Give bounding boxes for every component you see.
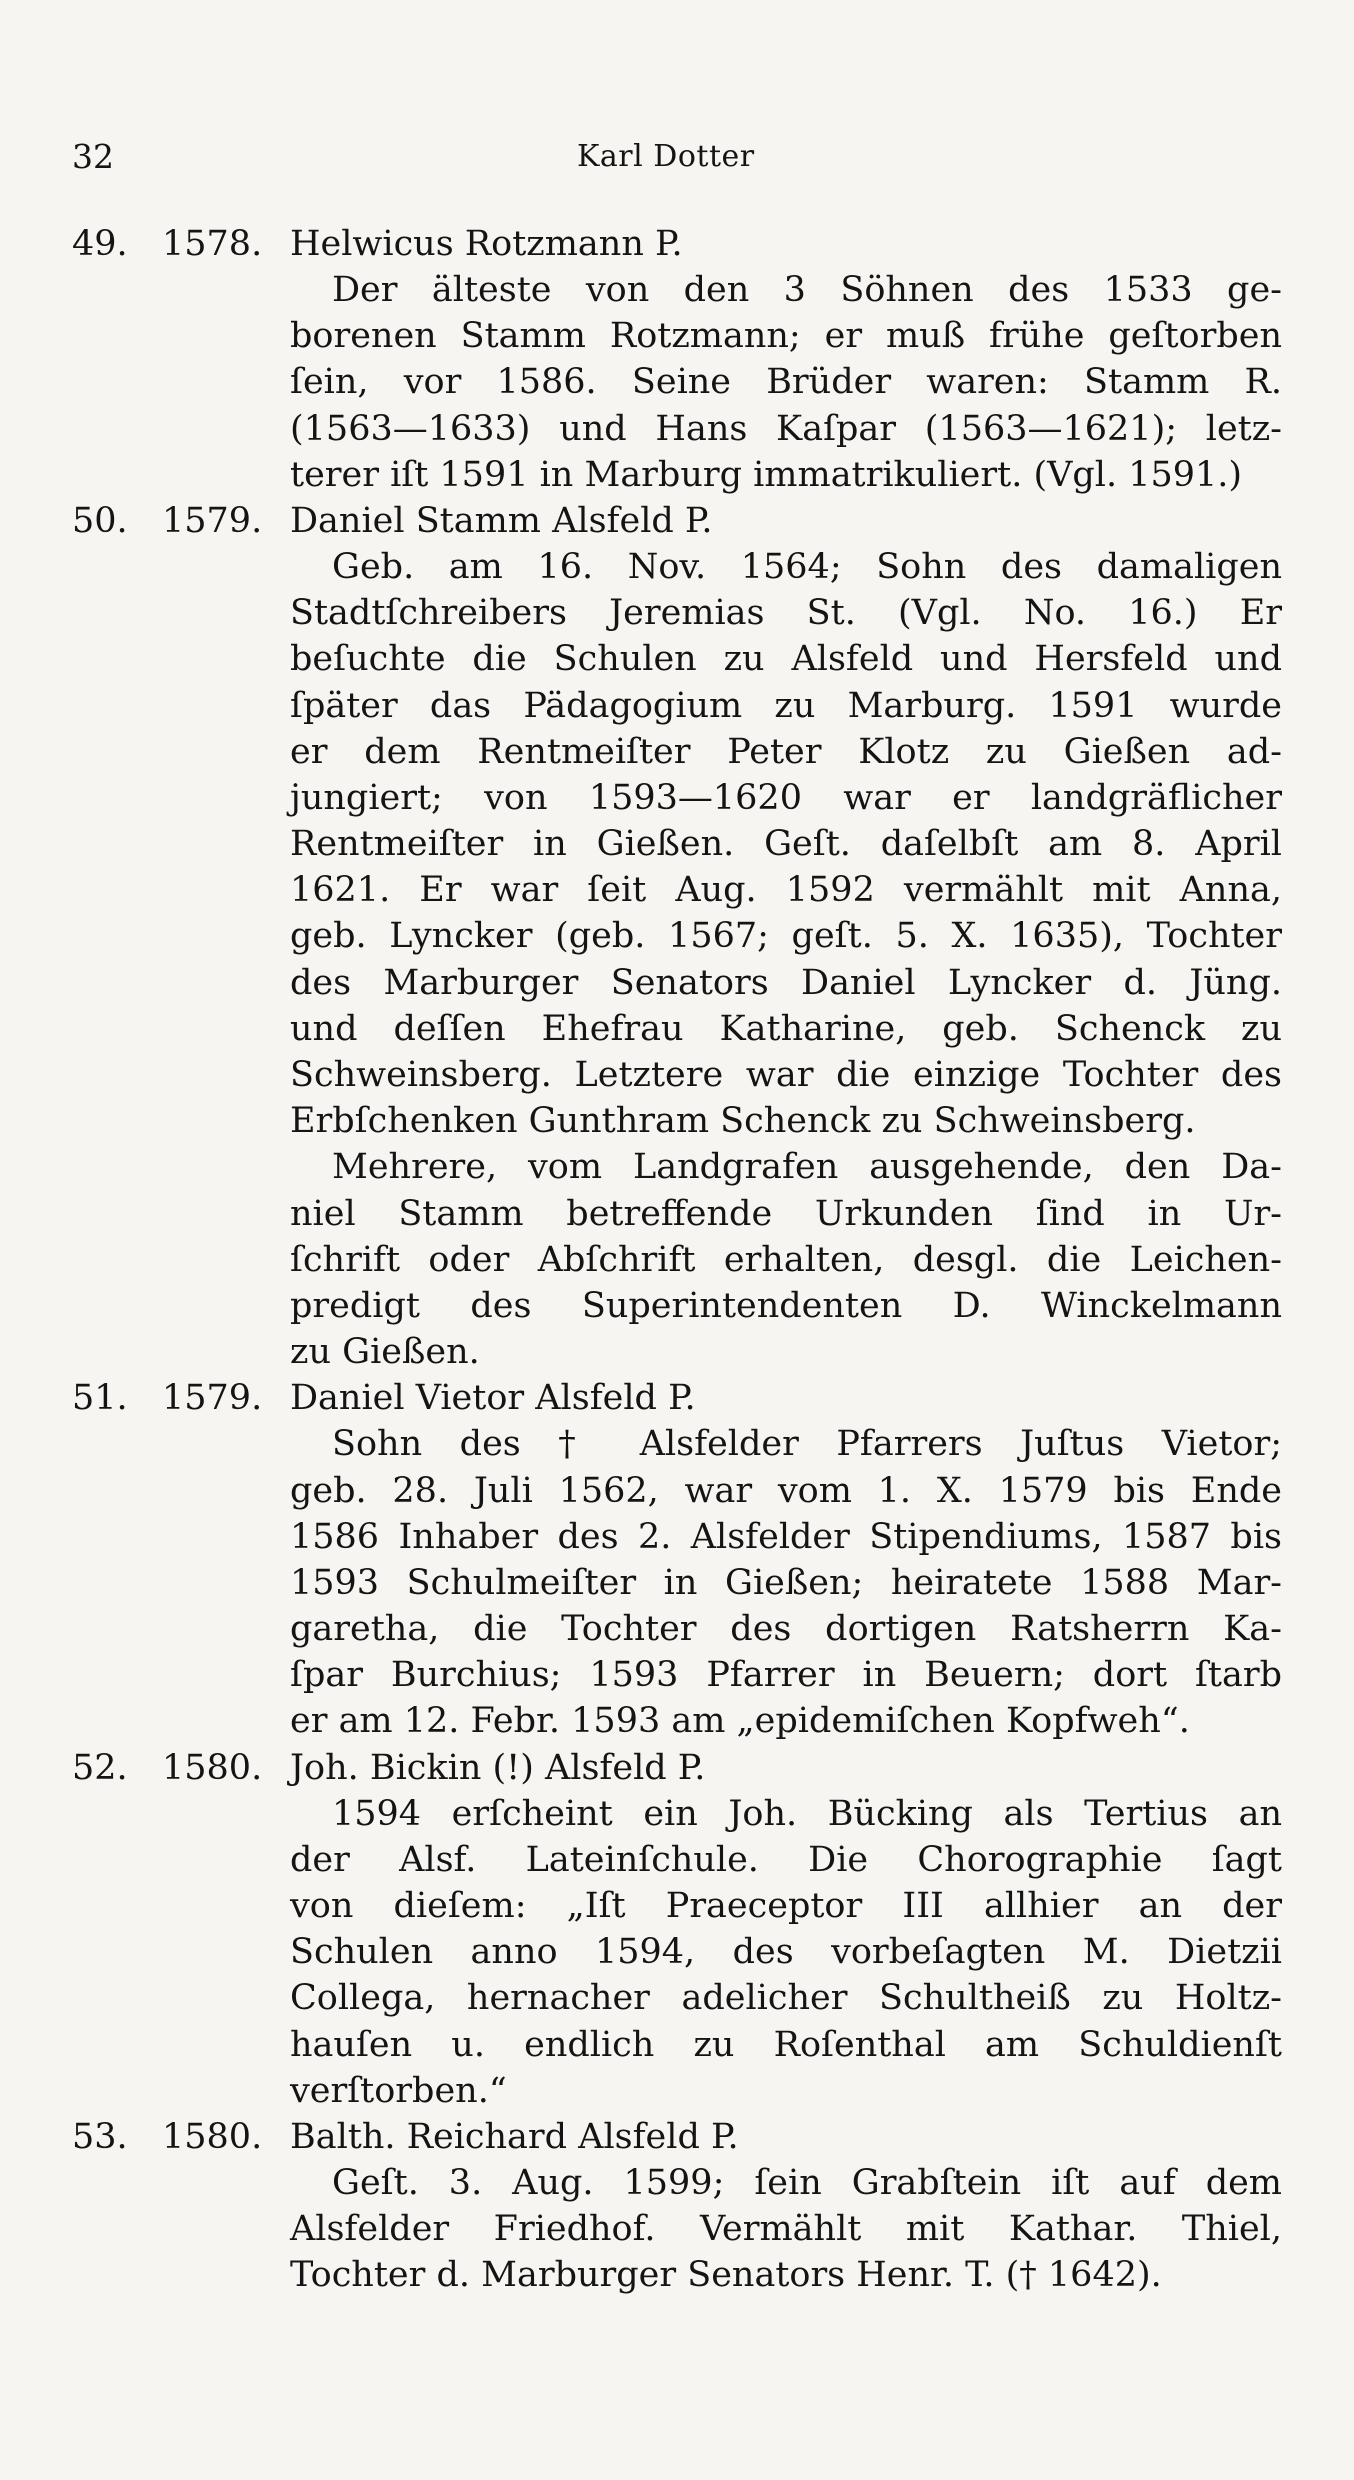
entry-heading bbox=[72, 221, 1282, 267]
entry-text-line: verſtorben.“ bbox=[290, 2070, 507, 2111]
entry-text-line: terer iſt 1591 in Marburg immatrikuliert. (Vgl. 1591.) bbox=[290, 454, 1243, 495]
entry-text-line: 1586 Inhaber des 2. Alsfelder Stipendiums, 1587 bis bbox=[290, 1516, 1282, 1557]
entry-text-line: er am 12. Febr. 1593 am „epidemiſchen Kopfweh“. bbox=[290, 1701, 1190, 1742]
entry bbox=[72, 498, 1282, 1375]
entry-number: 53. bbox=[72, 2116, 128, 2157]
entry-text-line: des Marburger Senators Daniel Lyncker d. Jüng. bbox=[290, 962, 1282, 1003]
entry bbox=[72, 2114, 1282, 2299]
entry-text-line: Mehrere, vom Landgrafen ausgehende, den Da- bbox=[332, 1147, 1282, 1188]
running-head: Karl Dotter bbox=[577, 139, 755, 174]
entry-text-line: jungiert; von 1593—1620 war er landgräflicher bbox=[290, 777, 1282, 818]
entry-text-line: Der älteste von den 3 Söhnen des 1533 ge- bbox=[332, 270, 1282, 310]
entry-heading bbox=[72, 1375, 1282, 1421]
entry-text-line: geb. Lyncker (geb. 1567; geſt. 5. X. 1635), Tochter bbox=[290, 916, 1282, 957]
entry-text-line: und deſſen Ehefrau Katharine, geb. Schenck zu bbox=[290, 1008, 1282, 1049]
entry-heading bbox=[72, 1745, 1282, 1791]
entry-text-line: 1594 erſcheint ein Joh. Bücking als Tertius an bbox=[332, 1793, 1282, 1834]
entry-text-line: von dieſem: „Iſt Praeceptor III allhier an der bbox=[290, 1886, 1282, 1926]
entry bbox=[72, 1375, 1282, 1744]
entry-name: Daniel Vietor Alsfeld P. bbox=[290, 1378, 696, 1419]
entry-text-line: ſchrift oder Abſchrift erhalten, desgl. die Leichen- bbox=[290, 1239, 1282, 1280]
entry-text-line: er dem Rentmeiſter Peter Klotz zu Gießen ad- bbox=[290, 731, 1282, 772]
entry-text-line: Geſt. 3. Aug. 1599; ſein Grabſtein iſt auf dem bbox=[332, 2162, 1282, 2203]
entry-text-line: borenen Stamm Rotzmann; er muß frühe geſtorben bbox=[290, 316, 1282, 357]
entry-year: 1579. bbox=[162, 500, 263, 541]
entry-text-line: Stadtſchreibers Jeremias St. (Vgl. No. 16.) Er bbox=[290, 593, 1282, 634]
page-header bbox=[72, 132, 1282, 182]
entry-number: 52. bbox=[72, 1747, 128, 1788]
entry-year: 1578. bbox=[162, 224, 263, 264]
entry-year: 1580. bbox=[162, 1747, 263, 1788]
entry-text-line: 1621. Er war ſeit Aug. 1592 vermählt mit Anna, bbox=[290, 870, 1282, 911]
entry-list bbox=[72, 221, 1282, 2299]
entry-text-line: Tochter d. Marburger Senators Henr. T. († 1642). bbox=[290, 2255, 1162, 2296]
entry-text-line: ſein, vor 1586. Seine Brüder waren: Stamm R. bbox=[290, 362, 1282, 403]
entry-heading bbox=[72, 2114, 1282, 2160]
entry-text-line: hauſen u. endlich zu Roſenthal am Schuldienſt bbox=[290, 2024, 1282, 2065]
entry-text-line: niel Stamm betreffende Urkunden ſind in Ur- bbox=[290, 1193, 1282, 1234]
entry-text-line: Geb. am 16. Nov. 1564; Sohn des damaligen bbox=[332, 546, 1282, 587]
entry-text-line: Schulen anno 1594, des vorbeſagten M. Dietzii bbox=[290, 1932, 1282, 1973]
entry-text-line: (1563—1633) und Hans Kaſpar (1563—1621); letz- bbox=[290, 408, 1282, 449]
entry-name: Helwicus Rotzmann P. bbox=[290, 224, 683, 264]
entry-text-line: Schweinsberg. Letztere war die einzige Tochter des bbox=[290, 1055, 1282, 1095]
entry-year: 1580. bbox=[162, 2116, 263, 2157]
entry-text-line: predigt des Superintendenten D. Winckelmann bbox=[290, 1285, 1282, 1326]
entry-text-line: garetha, die Tochter des dortigen Ratsherrn Ka- bbox=[290, 1609, 1282, 1650]
entry-text-line: ſpar Burchius; 1593 Pfarrer in Beuern; dort ſtarb bbox=[290, 1655, 1282, 1696]
entry-number: 49. bbox=[72, 224, 128, 264]
entry-text-line: Rentmeiſter in Gießen. Geſt. daſelbſt am 8. April bbox=[290, 824, 1282, 865]
entry-number: 50. bbox=[72, 500, 128, 541]
entry-text-line: Collega, hernacher adelicher Schultheiß zu Holtz- bbox=[290, 1978, 1282, 2019]
entry-text-line: zu Gießen. bbox=[290, 1332, 480, 1373]
entry-text-line: Alsfelder Friedhof. Vermählt mit Kathar. Thiel, bbox=[290, 2209, 1282, 2250]
entry-text-line: geb. 28. Juli 1562, war vom 1. X. 1579 bis Ende bbox=[290, 1470, 1282, 1511]
entry-text-line: ſpäter das Pädagogium zu Marburg. 1591 wurde bbox=[290, 685, 1282, 726]
entry-text-line: beſuchte die Schulen zu Alsfeld und Hersfeld und bbox=[290, 639, 1282, 680]
entry-text-line: Sohn des † Alsfelder Pfarrers Juſtus Vietor; bbox=[332, 1424, 1282, 1465]
entry bbox=[72, 221, 1282, 498]
entry-name: Joh. Bickin (!) Alsfeld P. bbox=[290, 1747, 706, 1788]
page-number: 32 bbox=[72, 137, 114, 176]
entry-name: Daniel Stamm Alsfeld P. bbox=[290, 500, 713, 541]
entry-text-line: Erbſchenken Gunthram Schenck zu Schweinsberg. bbox=[290, 1101, 1196, 1142]
entry-heading bbox=[72, 498, 1282, 544]
entry bbox=[72, 1745, 1282, 2114]
entry-number: 51. bbox=[72, 1378, 128, 1419]
entry-text-line: 1593 Schulmeiſter in Gießen; heiratete 1588 Mar- bbox=[290, 1562, 1282, 1603]
entry-year: 1579. bbox=[162, 1378, 263, 1419]
entry-text-line: der Alsf. Lateinſchule. Die Chorographie ſagt bbox=[290, 1839, 1282, 1880]
entry-name: Balth. Reichard Alsfeld P. bbox=[290, 2116, 739, 2157]
